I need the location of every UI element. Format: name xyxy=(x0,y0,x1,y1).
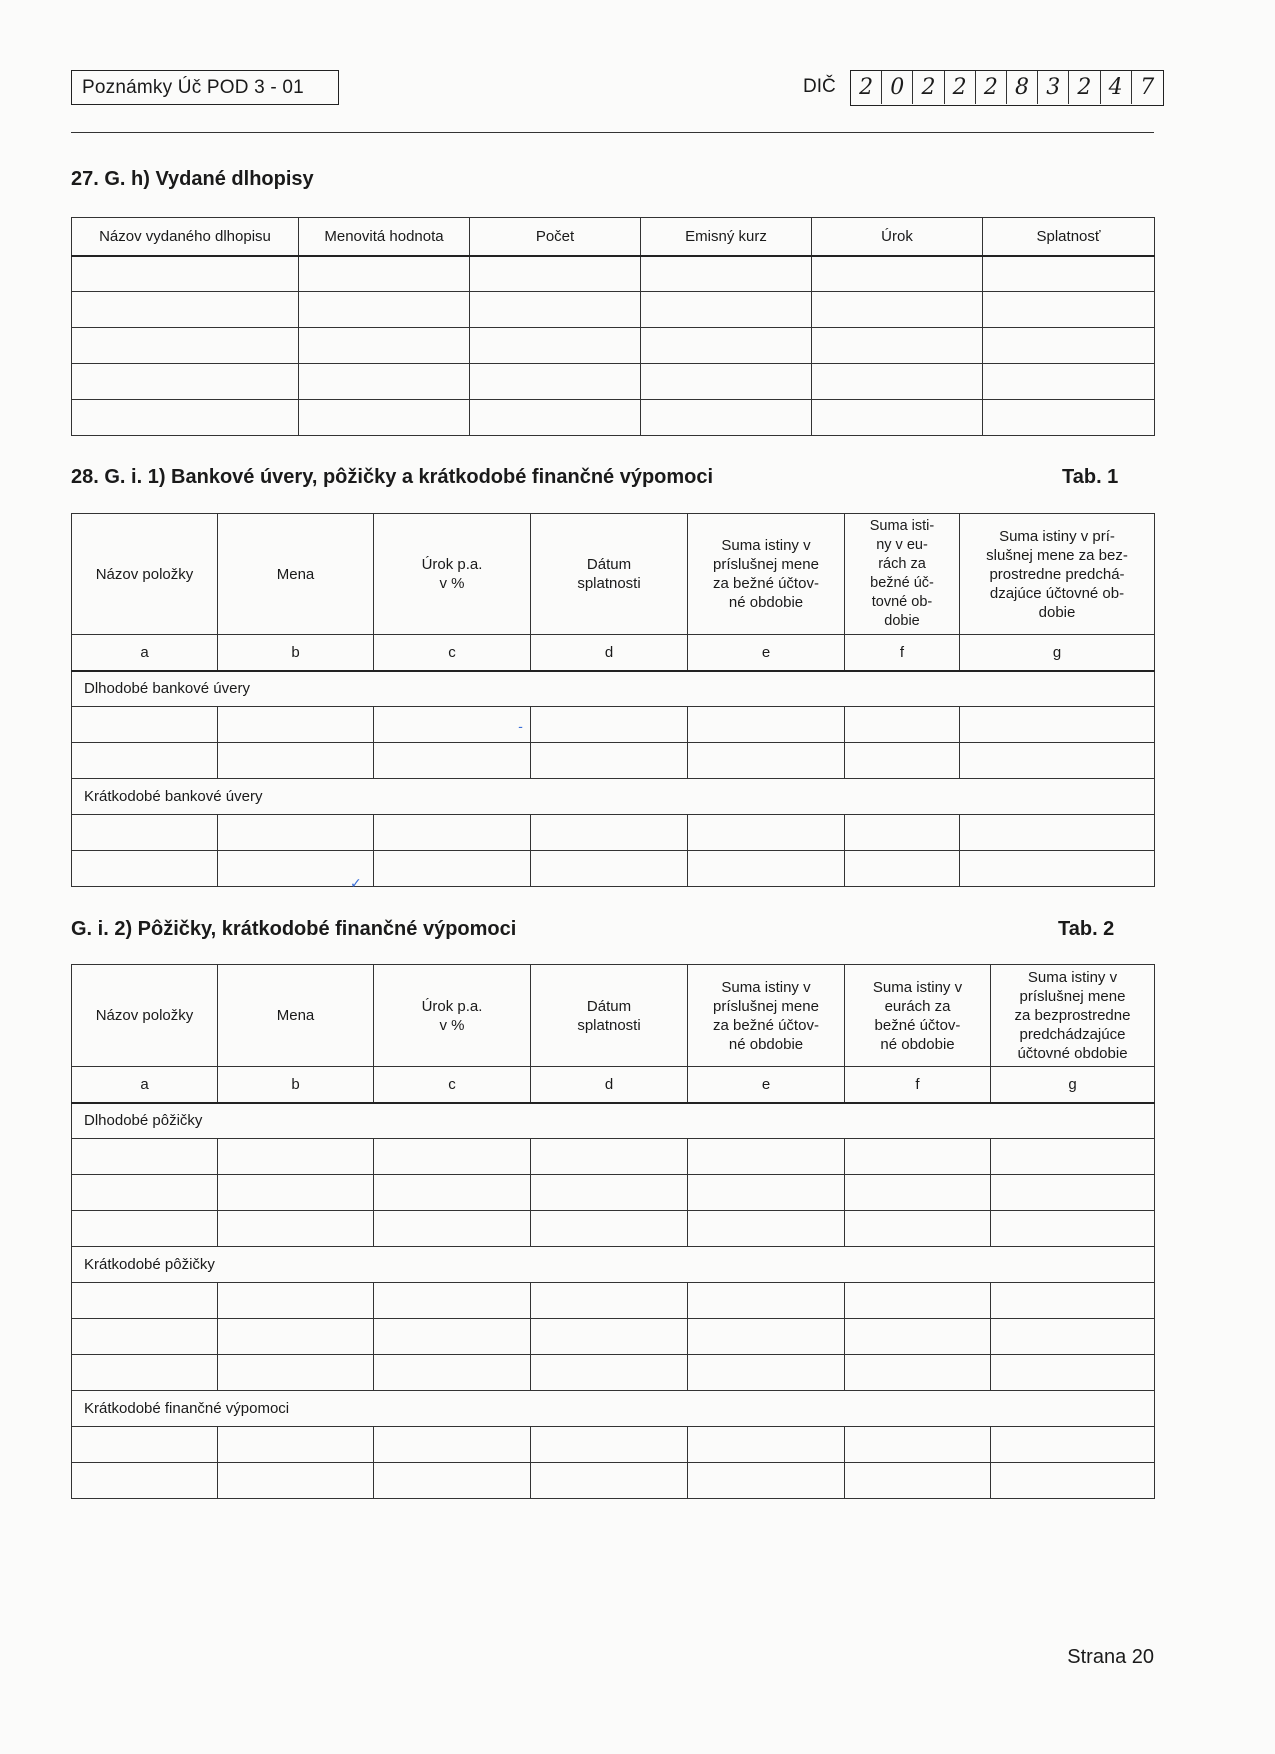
section-label: Dlhodobé pôžičky xyxy=(72,1103,1155,1139)
bank-loans-table xyxy=(71,513,1155,887)
table-row xyxy=(72,1355,1155,1391)
section-row xyxy=(72,1247,1155,1283)
col-header: Názov položky xyxy=(72,965,218,1067)
col-header: Splatnosť xyxy=(983,218,1155,256)
col-header: Dátum splatnosti xyxy=(531,965,688,1067)
col-header: Počet xyxy=(470,218,641,256)
dic-digit[interactable]: 3 xyxy=(1038,71,1069,104)
col-header: Úrok p.a. v % xyxy=(374,965,531,1067)
col-header: Mena xyxy=(218,514,374,635)
section-gi2-title: G. i. 2) Pôžičky, krátkodobé finančné výpomoci xyxy=(71,918,517,940)
section-label: Krátkodobé finančné výpomoci xyxy=(72,1391,1155,1427)
table-row xyxy=(72,1463,1155,1499)
dic-digit[interactable]: 0 xyxy=(882,71,913,104)
header-divider xyxy=(71,132,1154,133)
dic-digit[interactable]: 2 xyxy=(913,71,944,104)
table-row xyxy=(72,743,1155,779)
col-header: Názov vydaného dlhopisu xyxy=(72,218,299,256)
col-header: Emisný kurz xyxy=(641,218,812,256)
dic-digit-cells xyxy=(850,70,1164,106)
column-letter-row: a b c d e f g xyxy=(72,1067,1155,1103)
loans-table xyxy=(71,964,1155,1499)
table-row xyxy=(72,1283,1155,1319)
table-row xyxy=(72,256,1155,292)
col-header: Suma istiny v prí- slušnej mene za bez- prostredne predchá- dzajúce účtovné ob- dobie xyxy=(960,514,1155,635)
pen-mark: ✓ xyxy=(350,875,362,891)
table-row xyxy=(72,1427,1155,1463)
table-row xyxy=(72,1211,1155,1247)
table-row xyxy=(72,1319,1155,1355)
table-row xyxy=(72,851,1155,887)
bonds-header-row xyxy=(72,218,1155,256)
section-label: Krátkodobé bankové úvery xyxy=(72,779,1155,815)
col-header: Menovitá hodnota xyxy=(299,218,470,256)
table-row xyxy=(72,364,1155,400)
table-row xyxy=(72,815,1155,851)
col-header: Suma istiny v príslušnej mene za bezprostredne predchádzajúce účtovné obdobie xyxy=(991,965,1155,1067)
dic-digit[interactable]: 2 xyxy=(976,71,1007,104)
form-label-box: Poznámky Úč POD 3 - 01 xyxy=(71,70,339,105)
loans-header-row xyxy=(72,965,1155,1067)
section-row xyxy=(72,779,1155,815)
col-header: Suma isti- ny v eu- rách za bežné úč- tovné ob- dobie xyxy=(845,514,960,635)
tab2-label: Tab. 2 xyxy=(1058,918,1115,940)
section27-title: 27. G. h) Vydané dlhopisy xyxy=(71,168,314,190)
col-header: Úrok xyxy=(812,218,983,256)
section-label: Krátkodobé pôžičky xyxy=(72,1247,1155,1283)
page-number: Strana 20 xyxy=(1067,1646,1154,1668)
dic-digit[interactable]: 2 xyxy=(1069,71,1100,104)
column-letter-row: a b c d e f g xyxy=(72,635,1155,671)
dic-digit[interactable]: 8 xyxy=(1007,71,1038,104)
table-row xyxy=(72,1175,1155,1211)
section-label: Dlhodobé bankové úvery xyxy=(72,671,1155,707)
section28-title: 28. G. i. 1) Bankové úvery, pôžičky a krátkodobé finančné výpomoci xyxy=(71,466,714,488)
col-header: Úrok p.a. v % xyxy=(374,514,531,635)
dic-label: DIČ xyxy=(803,76,836,97)
section-row xyxy=(72,1103,1155,1139)
col-header: Suma istiny v eurách za bežné účtov- né obdobie xyxy=(845,965,991,1067)
col-header: Mena xyxy=(218,965,374,1067)
bank-loans-header-row xyxy=(72,514,1155,635)
col-header: Suma istiny v príslušnej mene za bežné účtov- né obdobie xyxy=(688,965,845,1067)
col-header: Dátum splatnosti xyxy=(531,514,688,635)
table-row xyxy=(72,328,1155,364)
section-row xyxy=(72,671,1155,707)
table-row xyxy=(72,1139,1155,1175)
dic-digit[interactable]: 2 xyxy=(945,71,976,104)
col-header: Suma istiny v príslušnej mene za bežné účtov- né obdobie xyxy=(688,514,845,635)
dic-digit[interactable]: 4 xyxy=(1101,71,1132,104)
table-row xyxy=(72,400,1155,436)
pen-mark: - xyxy=(518,718,523,734)
section-row xyxy=(72,1391,1155,1427)
bonds-table xyxy=(71,217,1155,436)
dic-digit[interactable]: 2 xyxy=(851,71,882,104)
table-row xyxy=(72,292,1155,328)
tab1-label: Tab. 1 xyxy=(1062,466,1119,488)
table-row xyxy=(72,707,1155,743)
col-header: Názov položky xyxy=(72,514,218,635)
dic-digit[interactable]: 7 xyxy=(1140,75,1155,100)
